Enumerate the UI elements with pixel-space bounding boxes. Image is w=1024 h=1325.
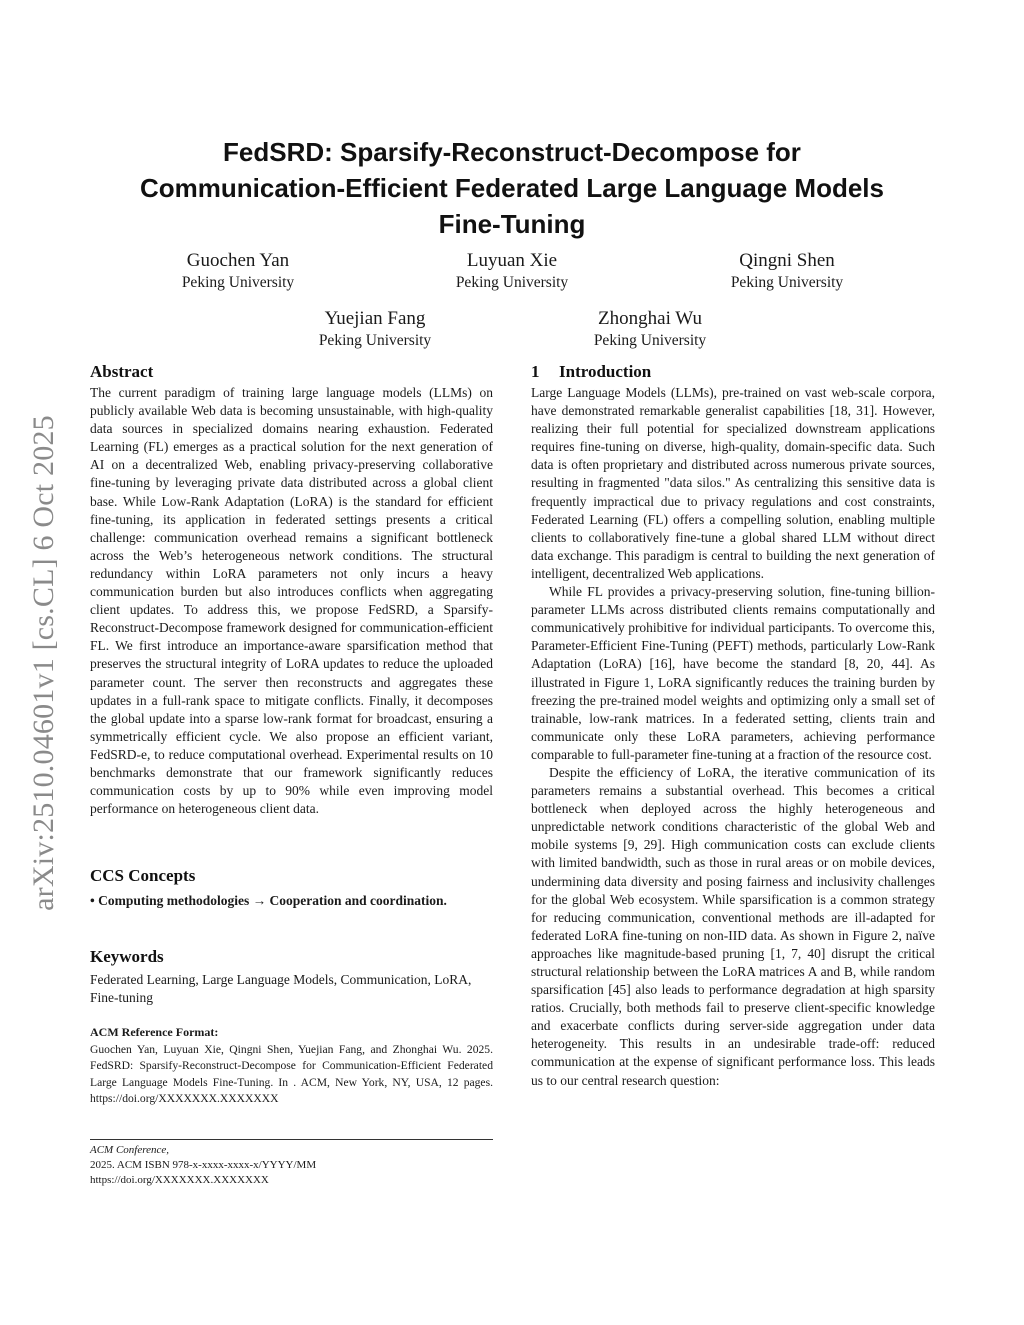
author-name: Luyuan Xie xyxy=(466,250,558,271)
abstract-section xyxy=(90,360,493,818)
keywords-section xyxy=(90,945,493,1007)
author-name: Yuejian Fang xyxy=(324,308,426,329)
arxiv-identifier-stamp xyxy=(28,383,60,943)
acm-reference-heading: ACM Reference Format: xyxy=(90,1025,219,1039)
paper-title xyxy=(100,134,924,242)
arxiv-identifier-text: arXiv:2510.04601v1 [cs.CL] 6 Oct 2025 xyxy=(27,415,61,911)
section-number: 1 xyxy=(531,362,540,381)
ccs-concepts-heading: CCS Concepts xyxy=(90,866,196,885)
section-title: Introduction xyxy=(559,362,652,381)
author-affiliation: Peking University xyxy=(455,274,569,291)
author-block xyxy=(265,307,485,351)
author-affiliation: Peking University xyxy=(593,332,707,349)
intro-paragraph: Despite the efficiency of LoRA, the iterative communication of its parameters remains a substantial overhead. This becomes a critical bottleneck when deployed across the highly heterogeneous and unpredictable network conditions characteristic of the global Web and mobile systems [9, 29]. High communication costs can exclude clients with limited bandwidth, such as those in rural areas or on mobile devices, undermining data diversity and posing fairness and inclusivity challenges for the global Web ecosystem. While sparsification is a common strategy for reducing communication, conventional methods are ill-adapted for federated LoRA fine-tuning on non-IID data. As shown in Figure 2, naïve approaches like magnitude-based pruning [1, 7, 40] disrupt the critical structural relationship between the LoRA matrices A and B, while random sparsification [45] also leads to performance degradation at high sparsity ratios. Crucially, both methods fail to preserve client-specific knowledge and exacerbate conflicts during server-side aggregation under data heterogeneity. This results in an undesirable trade-off: reduced communication at the expense of significant performance loss. This leads us to our central research question: xyxy=(531,764,935,1088)
ccs-concept-item: • Computing methodologies → Cooperation and coordination. xyxy=(90,893,447,908)
author-affiliation: Peking University xyxy=(730,274,844,291)
author-block xyxy=(128,249,348,293)
keywords-text: Federated Learning, Large Language Models, Communication, LoRA, Fine-tuning xyxy=(90,972,472,1006)
author-block xyxy=(402,249,622,293)
author-block xyxy=(540,307,760,351)
intro-paragraph: While FL provides a privacy-preserving solution, fine-tuning billion-parameter LLMs across distributed clients remains computationally and communicatively prohibitive for individual participants. To overcome this, Parameter-Efficient Fine-Tuning (PEFT) methods, particularly Low-Rank Adaptation (LoRA) [16], have become the standard [8, 20, 44]. As illustrated in Figure 1, LoRA significantly reduces the training burden by freezing the pre-trained model weights and optimizing only a small set of trainable, low-rank matrices. In a federated setting, clients train and communicate only these LoRA parameters, achieving performance comparable to full-parameter fine-tuning at a fraction of the resource cost. xyxy=(531,584,935,762)
intro-paragraph: Large Language Models (LLMs), pre-trained on vast web-scale corpora, have demonstrated remarkable generalist capabilities [18, 31]. However, realizing their full potential for specialized downstream applications requires fine-tuning on diverse, high-quality, domain-specific data. Such data is often proprietary and distributed across numerous private sources, resulting in fragmented "data silos." As centralizing this sensitive data is frequently impractical due to privacy regulations and cost constraints, Federated Learning (FL) offers a compelling solution, enabling multiple clients to collaboratively fine-tune a global shared LLM without direct data exchange. This paradigm is central to building the next generation of intelligent, decentralized Web applications. xyxy=(531,385,935,581)
acm-reference-text: Guochen Yan, Luyuan Xie, Qingni Shen, Yuejian Fang, and Zhonghai Wu. 2025. FedSRD: Sparsify-Reconstruct-Decompose for Communication-Efficient Federated Large Language Models Fine-Tuning. In . ACM, New York, NY, USA, 12 pages. https://doi.org/XXXXXXX.XXXXXXX xyxy=(90,1043,493,1106)
footnote-divider xyxy=(90,1139,493,1140)
acm-reference-section xyxy=(90,1024,493,1108)
abstract-heading: Abstract xyxy=(90,362,154,381)
author-name: Zhonghai Wu xyxy=(598,308,702,329)
footnote-doi: https://doi.org/XXXXXXX.XXXXXXX xyxy=(90,1174,269,1186)
footnote xyxy=(90,1143,493,1188)
title-line: Communication-Efficient Federated Large Language Models xyxy=(140,173,884,203)
author-name: Qingni Shen xyxy=(739,250,835,271)
abstract-text: The current paradigm of training large language models (LLMs) on publicly available Web data is becoming unsustainable, with high-quality data sources in specialized domains nearing exhaustion. Federated Learning (FL) emerges as a practical solution for the next generation of AI on a decentralized Web, enabling privacy-preserving collaborative fine-tuning by leveraging private data distributed across a global client base. While Low-Rank Adaptation (LoRA) is the standard for efficient fine-tuning, its application in federated settings presents a critical challenge: communication overhead remains a significant bottleneck across the Web’s heterogeneous network conditions. The structural redundancy within LoRA parameters not only incurs a heavy communication burden but also introduces conflicts when aggregating client updates. To address this, we propose FedSRD, a Sparsify-Reconstruct-Decompose framework designed for communication-efficient FL. We first introduce an importance-aware sparsification method that preserves the structural integrity of LoRA updates to reduce the uploaded parameter count. The server then reconstructs and aggregates these updates in a full-rank space to mitigate conflicts. Finally, it decomposes the global update into a sparse low-rank format for broadcast, ensuring a symmetrically efficient cycle. We also propose an efficient variant, FedSRD-e, to reduce computational overhead. Experimental results on 10 benchmarks demonstrate that our framework significantly reduces communication costs by up to 90% while even improving model performance on heterogeneous client data. xyxy=(90,385,493,817)
footnote-isbn: 2025. ACM ISBN 978-x-xxxx-xxxx-x/YYYY/MM xyxy=(90,1159,317,1171)
ccs-concepts-section xyxy=(90,864,493,910)
author-affiliation: Peking University xyxy=(181,274,295,291)
author-block xyxy=(677,249,897,293)
author-name: Guochen Yan xyxy=(186,250,290,271)
introduction-heading xyxy=(531,360,935,384)
title-line: Fine-Tuning xyxy=(438,209,586,239)
footnote-conference: ACM Conference, xyxy=(90,1144,170,1156)
keywords-heading: Keywords xyxy=(90,947,164,966)
title-line: FedSRD: Sparsify-Reconstruct-Decompose for xyxy=(223,137,801,167)
introduction-section xyxy=(531,360,935,1090)
author-affiliation: Peking University xyxy=(318,332,432,349)
